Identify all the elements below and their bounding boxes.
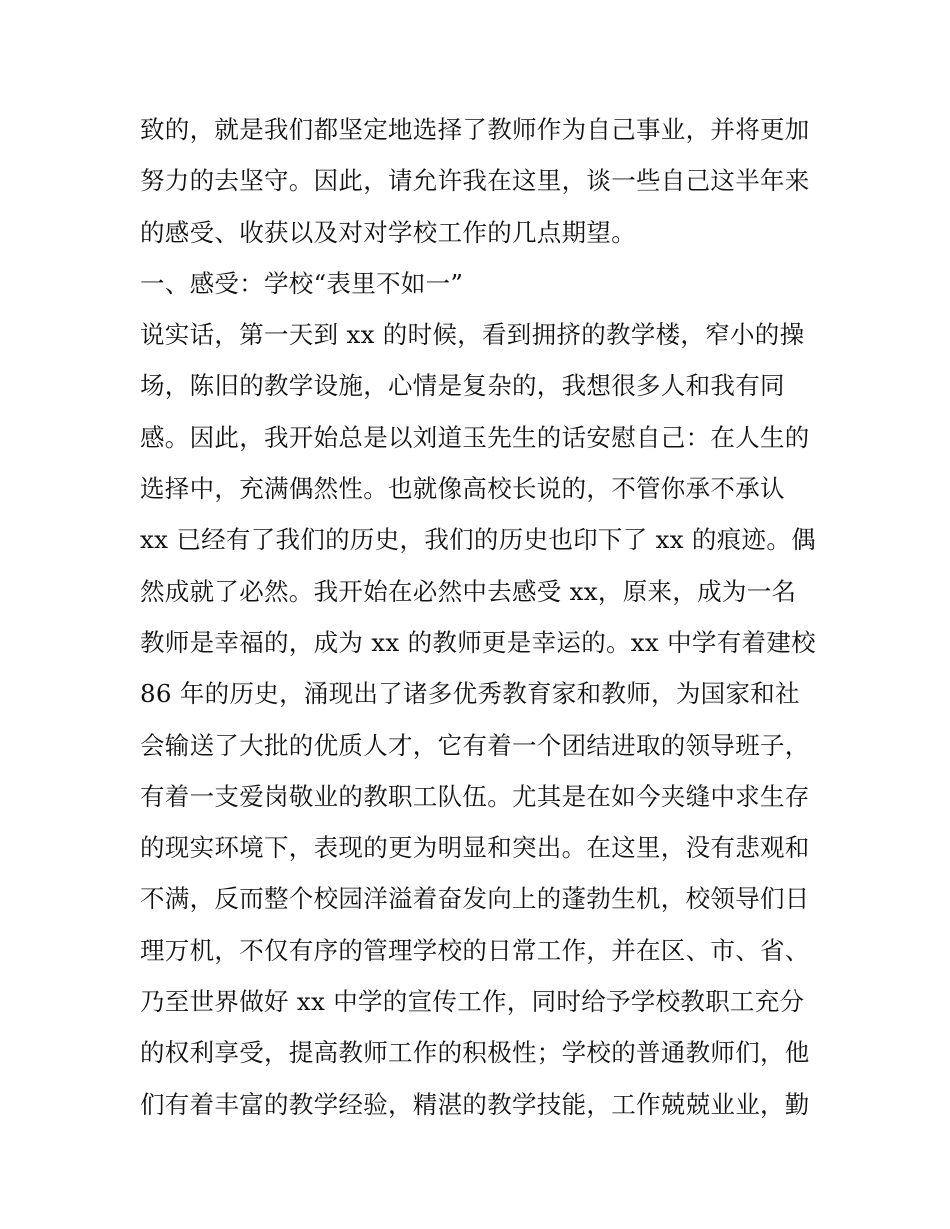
text-line: 乃至世界做好 xx 中学的宣传工作，同时给予学校教职工充分	[140, 987, 805, 1017]
text-line: 86 年的历史，涌现出了诸多优秀教育家和教师，为国家和社	[140, 679, 800, 709]
text-line: 说实话，第一天到 xx 的时候，看到拥挤的教学楼，窄小的操	[140, 320, 805, 350]
text-line: 不满，反而整个校园洋溢着奋发向上的蓬勃生机，校领导们日	[140, 884, 810, 914]
text-line: 然成就了必然。我开始在必然中去感受 xx，原来，成为一名	[140, 576, 797, 606]
text-line: 的现实环境下，表现的更为明显和突出。在这里，没有悲观和	[140, 833, 810, 863]
text-line: 场，陈旧的教学设施，心情是复杂的，我想很多人和我有同	[140, 371, 785, 401]
text-line: 努力的去坚守。因此，请允许我在这里，谈一些自己这半年来	[140, 166, 810, 196]
text-line: 的权利享受，提高教师工作的积极性；学校的普通教师们，他	[140, 1038, 810, 1068]
text-line: 们有着丰富的教学经验，精湛的教学技能，工作兢兢业业，勤	[140, 1089, 810, 1119]
section-heading: 一、感受：学校“表里不如一”	[140, 268, 464, 298]
text-line: 有着一支爱岗敬业的教职工队伍。尤其是在如今夹缝中求生存	[140, 781, 810, 811]
text-line: 的感受、收获以及对对学校工作的几点期望。	[140, 217, 636, 247]
text-line: 教师是幸福的，成为 xx 的教师更是幸运的。xx 中学有着建校	[140, 627, 816, 657]
text-line: 选择中，充满偶然性。也就像高校长说的，不管你承不承认	[140, 474, 785, 504]
text-line: xx 已经有了我们的历史，我们的历史也印下了 xx 的痕迹。偶	[140, 525, 816, 555]
text-line: 理万机，不仅有序的管理学校的日常工作，并在区、市、省、	[140, 935, 810, 965]
text-line: 感。因此，我开始总是以刘道玉先生的话安慰自己：在人生的	[140, 422, 810, 452]
body-text	[140, 104, 820, 1130]
text-line: 会输送了大批的优质人才，它有着一个团结进取的领导班子，	[140, 730, 810, 760]
text-line: 致的，就是我们都坚定地选择了教师作为自己事业，并将更加	[140, 115, 810, 144]
